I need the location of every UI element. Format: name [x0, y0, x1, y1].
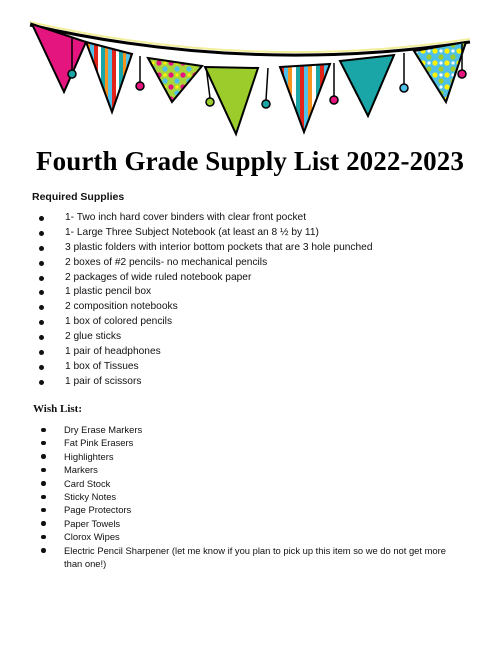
list-item: 1 box of Tissues: [38, 360, 373, 375]
list-item: 3 plastic folders with interior bottom pockets that are 3 hole punched: [38, 241, 373, 256]
list-item: 1 pair of scissors: [38, 375, 373, 390]
wish-list-heading: Wish List:: [33, 403, 83, 415]
wish-list: [40, 423, 494, 570]
list-item: Paper Towels: [40, 517, 494, 530]
bunting-banner: [0, 0, 500, 150]
list-item: Highlighters: [40, 450, 494, 463]
list-item: Sticky Notes: [40, 490, 494, 503]
page-title: Fourth Grade Supply List 2022-2023: [36, 146, 464, 176]
list-item: Fat Pink Erasers: [40, 436, 494, 449]
required-supplies-heading: Required Supplies: [32, 191, 125, 203]
required-supplies-list: [38, 211, 373, 390]
list-item: Card Stock: [40, 477, 494, 490]
list-item: 2 boxes of #2 pencils- no mechanical pencils: [38, 256, 373, 271]
list-item: Dry Erase Markers: [40, 423, 494, 436]
list-item: Markers: [40, 463, 494, 476]
list-item: 1 box of colored pencils: [38, 315, 373, 330]
list-item: 2 packages of wide ruled notebook paper: [38, 271, 373, 286]
list-item: 1 plastic pencil box: [38, 285, 373, 300]
list-item: 2 composition notebooks: [38, 300, 373, 315]
list-item: 1- Two inch hard cover binders with clear front pocket: [38, 211, 373, 226]
list-item: 2 glue sticks: [38, 330, 373, 345]
list-item: 1 pair of headphones: [38, 345, 373, 360]
list-item: Page Protectors: [40, 503, 494, 516]
list-item: Electric Pencil Sharpener (let me know if you plan to pick up this item so we do not get more than one!): [40, 544, 464, 571]
list-item: 1- Large Three Subject Notebook (at least an 8 ½ by 11): [38, 226, 373, 241]
list-item: Clorox Wipes: [40, 530, 494, 543]
